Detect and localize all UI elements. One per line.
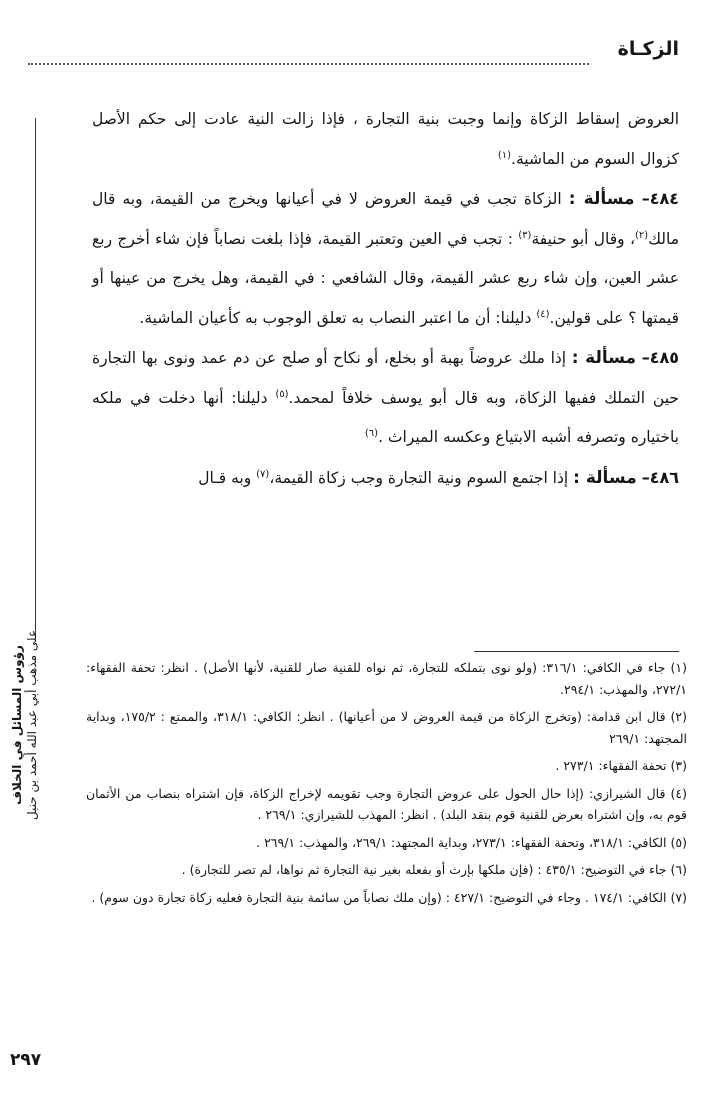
running-header-title: الزكـاة: [617, 38, 679, 60]
footnote-5: (٥) الكافي: ٣١٨/١، وتحفة الفقهاء: ٢٧٣/١، وبداية المجتهد: ٢٦٩/١، والمهذب: ٢٦٩/١ .: [256, 834, 687, 850]
footnote-7: (٧) الكافي: ١٧٤/١ . وجاء في التوضيح: ٤٢٧/١ : (وإن ملك نصاباً من سائمة بنية التجارة فعليه زكاة تجارة دون سوم) .: [91, 889, 687, 905]
main-text: [92, 100, 679, 498]
issue-text: وبه قـال: [198, 468, 257, 487]
issue-number: ٤٨٥–: [641, 348, 680, 367]
issue-text: : تجب في العين وتعتبر القيمة، فإذا بلغت نصاباً فإن شاء أخرج ربع عشر العين، وإن شاء ربع عشر القيمة، وقال الشافعي : في القيمة، وهل يخرج من عينها أو قيمتها ؟ على قولين.: [92, 229, 679, 327]
issue-text: الزكاة تجب في قيمة العروض لا في أعيانها ويخرج من القيمة، وبه قال مالك: [92, 190, 679, 248]
footnote-ref-2[interactable]: (٢): [635, 229, 649, 241]
page-number: ٢٩٧: [10, 1050, 42, 1070]
issue-number: ٤٨٤–: [641, 189, 679, 208]
footnote-2: (٢) قال ابن قدامة: (وتخرج الزكاة من قيمة العروض لا من أعيانها) . انظر: الكافي: ٣١٨/١، والممتع : ١٧٥/٢، وبداية المجتهد: ٢٦٩/١: [86, 709, 687, 746]
issue-text: إذا اجتمع السوم ونية التجارة وجب زكاة القيمة،: [269, 468, 569, 487]
footnote-ref-3[interactable]: (٣): [518, 229, 532, 241]
margin-rule: [35, 118, 36, 638]
issue-keyword: مسألة :: [568, 189, 635, 209]
issue-text: دليلنا: أنها دخلت في ملكه باختياره وتصرفه أشبه الابتياع وعكسه الميراث .: [92, 388, 679, 446]
issue-text: إذا ملك عروضاً بهبة أو بخلع، أو نكاح أو صلح عن دم عمد ونوى بها التجارة حين التملك ففيها الزكاة، وبه قال أبو يوسف خلافاً لمحمد.: [92, 349, 679, 407]
side-title-line-1: رؤوس المسائل في الخلاف: [10, 645, 24, 805]
footnote-1: (١) جاء في الكافي: ٣١٦/١: (ولو نوى بتملكه للتجارة، ثم نواه للقنية صار للقنية، لأنها الأصل) . انظر: تحفة الفقهاء: ٢٧٢/١، والمهذب: ٢٩٤/١.: [86, 660, 687, 697]
footnote-4: (٤) قال الشيرازي: (إذا حال الحول على عروض التجارة وجب تقويمه لإخراج الزكاة، فإن اشتراه بنصاب من الأثمان قوم به، وإن اشتراه بعرض للقنية قوم بنقد البلد) . انظر: المهذب للشيرازي: ٢٦٩/١ .: [86, 785, 687, 822]
issue-486: [92, 458, 679, 499]
issue-number: ٤٨٦–: [641, 467, 679, 487]
side-book-title: [10, 610, 40, 840]
issue-text: ، وقال أبو حنيفة: [531, 229, 635, 248]
footnote-3: (٣) تحفة الفقهاء: ٢٧٣/١ .: [555, 758, 687, 773]
footnote-ref-5[interactable]: (٥): [275, 388, 289, 400]
issue-keyword: مسألة :: [571, 348, 637, 368]
footnote-6: (٦) جاء في التوضيح: ٤٣٥/١ : (فإن ملكها بإرث أو بفعله بغير نية التجارة ثم نواها، لم تصر للتجارة) .: [181, 862, 687, 877]
paragraph-continuation: [92, 100, 679, 179]
footnote-separator: [474, 651, 679, 652]
footnote-ref-4[interactable]: (٤): [536, 308, 550, 320]
footnote-ref-6[interactable]: (٦): [364, 427, 379, 439]
footnote-ref-7[interactable]: (٧): [256, 468, 270, 480]
footnote-ref-1[interactable]: (١): [497, 149, 512, 161]
issue-485: [92, 338, 679, 458]
issue-484: [92, 179, 679, 338]
continuation-text: العروض إسقاط الزكاة وإنما وجبت بنية التجارة ، فإذا زالت النية عادت إلى حكم الأصل كزوال السوم من الماشية.: [92, 110, 679, 168]
side-title-line-2: على مذهب أبي عبد الله أحمد بن حنبل: [25, 629, 39, 821]
footnotes: [86, 657, 687, 914]
header-dotted-rule: [28, 63, 589, 65]
issue-text: دليلنا: أن ما اعتبر النصاب به تعلق الوجوب به كأعيان الماشية.: [139, 308, 537, 327]
issue-keyword: مسألة :: [573, 467, 637, 488]
